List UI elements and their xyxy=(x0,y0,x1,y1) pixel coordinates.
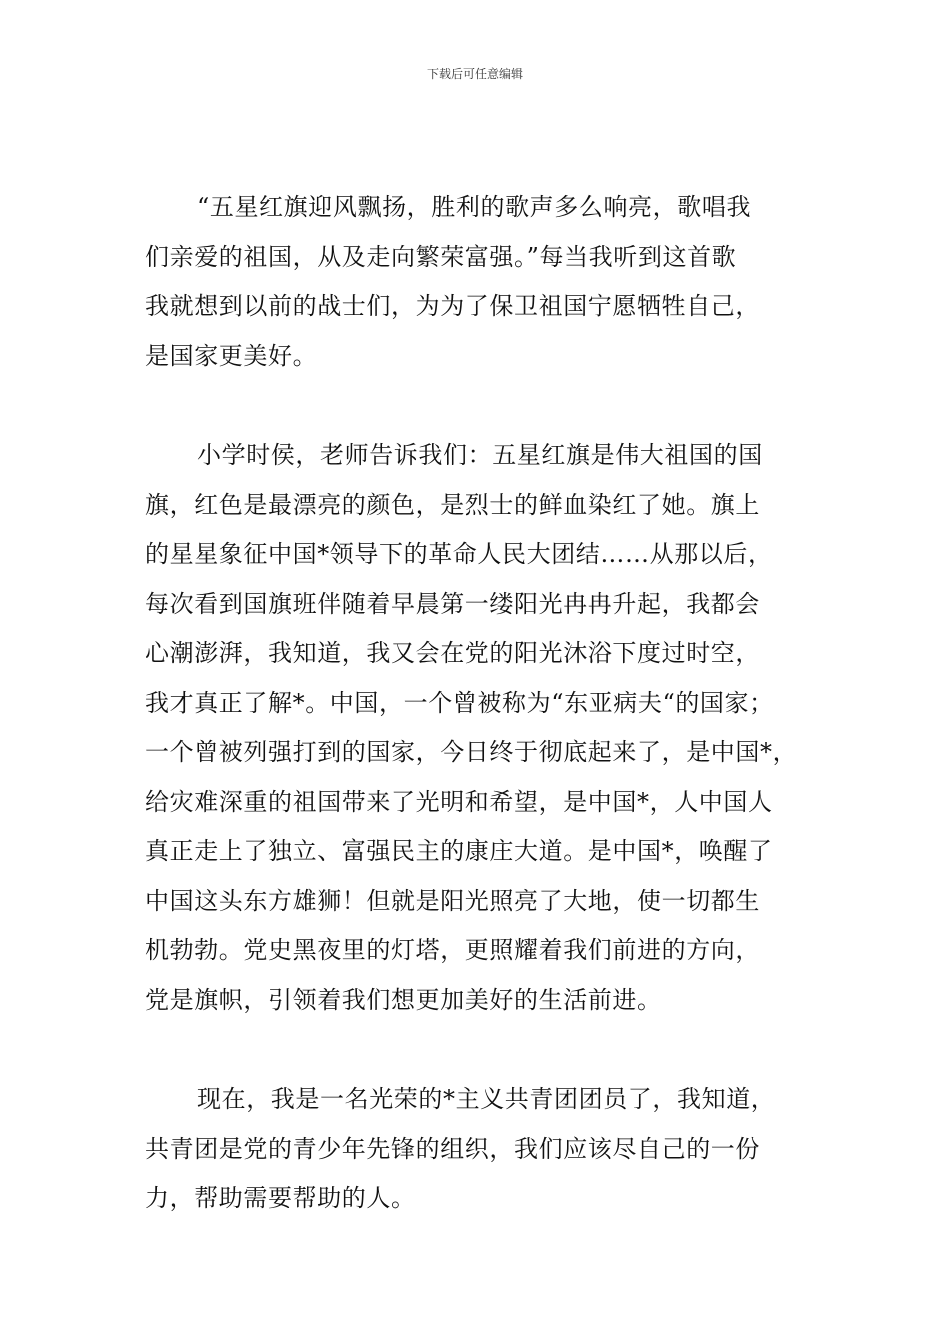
paragraph-line: 中国这头东方雄狮！但就是阳光照亮了大地，使一切都生 xyxy=(145,886,760,915)
paragraph-line: 给灾难深重的祖国带来了光明和希望，是中国*，人中国人 xyxy=(145,787,773,816)
paragraph-line: 每次看到国旗班伴随着早晨第一缕阳光冉冉升起，我都会 xyxy=(145,589,760,618)
paragraph-line: 机勃勃。党史黑夜里的灯塔，更照耀着我们前进的方向， xyxy=(145,936,760,964)
paragraph-line: 一个曾被列强打到的国家，今日终于彻底起来了，是中国*， xyxy=(145,738,798,766)
paragraph-line: 真正走上了独立、富强民主的康庄大道。是中国*，唤醒了 xyxy=(145,837,773,865)
paragraph-line: 党是旗帜，引领着我们想更加美好的生活前进。 xyxy=(145,985,662,1014)
paragraph-line: 力，帮助需要帮助的人。 xyxy=(145,1184,416,1212)
paragraph-line: 共青团是党的青少年先锋的组织，我们应该尽自己的一份 xyxy=(145,1134,760,1163)
paragraph-line: 小学时侯，老师告诉我们：五星红旗是伟大祖国的国 xyxy=(197,441,763,469)
paragraph-line: 是国家更美好。 xyxy=(145,341,318,370)
paragraph-1 xyxy=(145,183,835,381)
paragraph-line: “五星红旗迎风飘扬，胜利的歌声多么响亮，歌唱我 xyxy=(197,193,752,221)
paragraph-line: 现在，我是一名光荣的*主义共青团团员了，我知道， xyxy=(197,1085,776,1113)
paragraph-line: 们亲爱的祖国，从及走向繁荣富强。”每当我听到这首歌 xyxy=(145,242,737,271)
paragraph-3 xyxy=(145,1075,835,1224)
paragraph-2 xyxy=(145,431,835,1025)
paragraph-line: 的星星象征中国*领导下的革命人民大团结……从那以后， xyxy=(145,540,773,568)
paragraph-line: 我才真正了解*。中国，一个曾被称为“东亚病夫“的国家； xyxy=(145,688,774,717)
document-body xyxy=(145,183,835,1274)
paragraph-line: 旗，红色是最漂亮的颜色，是烈士的鲜血染红了她。旗上 xyxy=(145,490,760,519)
paragraph-line: 我就想到以前的战士们，为为了保卫祖国宁愿牺牲自己， xyxy=(145,292,760,320)
paragraph-line: 心潮澎湃，我知道，我又会在党的阳光沐浴下度过时空， xyxy=(145,639,760,667)
page-header-note: 下载后可任意编辑 xyxy=(426,67,523,81)
